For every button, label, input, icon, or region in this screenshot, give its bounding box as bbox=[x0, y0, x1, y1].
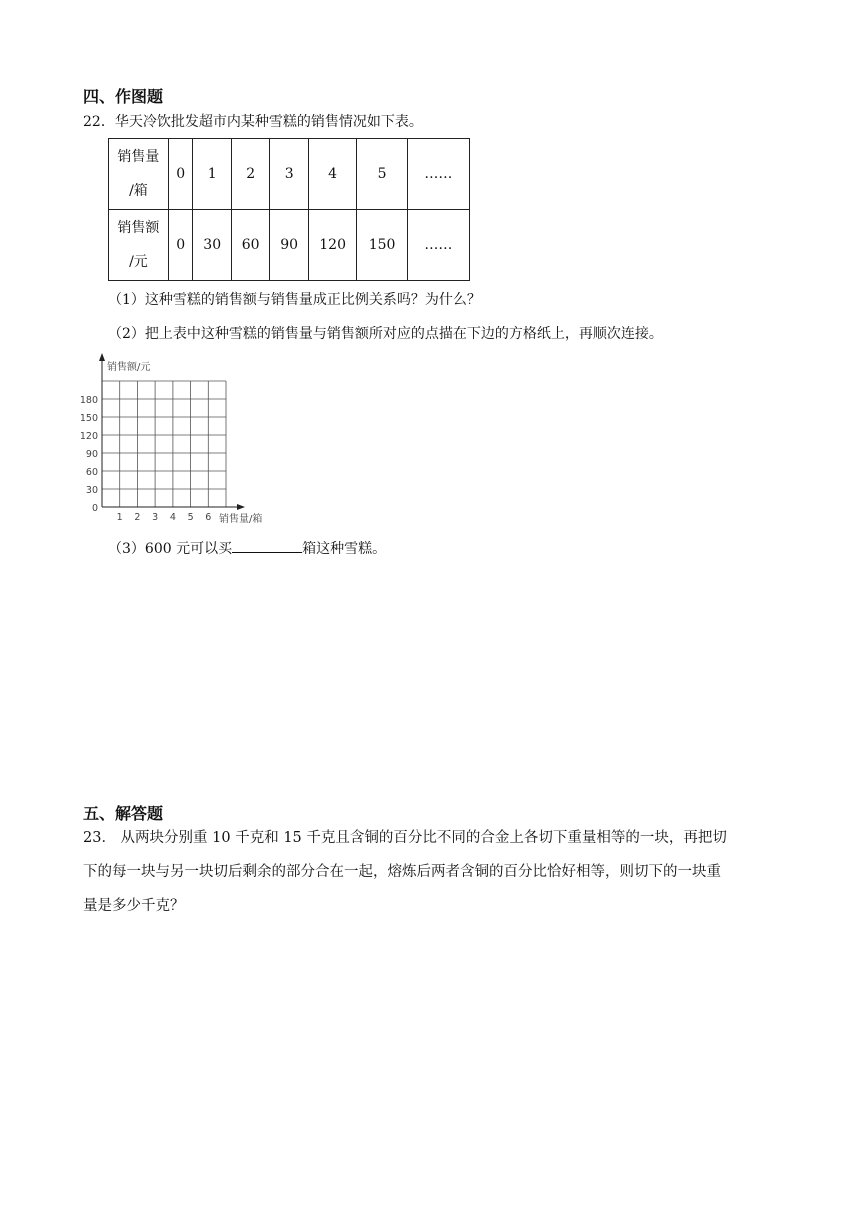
question-23 bbox=[83, 821, 803, 923]
axes bbox=[99, 353, 245, 510]
sales-table bbox=[108, 138, 470, 281]
label-line: /箱 bbox=[129, 183, 148, 199]
table-row bbox=[109, 139, 470, 210]
section-heading-4: 四、作图题 bbox=[83, 87, 164, 106]
y-tick-label: 30 bbox=[85, 485, 98, 496]
x-tick-labels bbox=[117, 512, 212, 523]
x-tick-label: 6 bbox=[205, 512, 212, 523]
table-cell: 3 bbox=[270, 139, 308, 210]
question-23-line: 量是多少千克？ bbox=[83, 898, 185, 914]
row-label-quantity bbox=[109, 139, 169, 210]
y-tick-labels bbox=[80, 395, 98, 514]
x-axis-label: 销售量/箱 bbox=[219, 514, 263, 525]
sub-question-2: （2）把上表中这种雪糕的销售量与销售额所对应的点描在下边的方格纸上，再顺次连接。 bbox=[108, 326, 663, 342]
question-22-prompt: 22．华天冷饮批发超市内某种雪糕的销售情况如下表。 bbox=[83, 114, 423, 130]
x-tick-label: 3 bbox=[152, 512, 159, 523]
section-heading-5: 五、解答题 bbox=[83, 804, 164, 823]
y-tick-label: 150 bbox=[79, 413, 98, 424]
grid-paper-graph bbox=[78, 350, 278, 530]
table-cell: 2 bbox=[231, 139, 269, 210]
question-23-line: 23． 从两块分别重 10 千克和 15 千克且含铜的百分比不同的合金上各切下重量相等的一块，再把切 bbox=[83, 830, 727, 846]
x-tick-label: 5 bbox=[187, 512, 194, 523]
table-cell: 1 bbox=[193, 139, 231, 210]
table-cell: 120 bbox=[308, 210, 356, 281]
y-tick-label: 120 bbox=[79, 431, 98, 442]
label-line: 销售额 bbox=[117, 220, 160, 236]
table-cell: 60 bbox=[231, 210, 269, 281]
table-cell: 4 bbox=[308, 139, 356, 210]
x-tick-label: 2 bbox=[134, 512, 141, 523]
sub-question-3 bbox=[108, 538, 386, 559]
row-label-revenue bbox=[109, 210, 169, 281]
table-cell: 150 bbox=[357, 210, 407, 281]
grid-lines bbox=[102, 381, 226, 507]
y-axis-label: 销售额/元 bbox=[107, 362, 151, 373]
table-cell: …… bbox=[407, 210, 469, 281]
sub-question-1: （1）这种雪糕的销售额与销售量成正比例关系吗？为什么？ bbox=[108, 292, 481, 308]
table-cell: …… bbox=[407, 139, 469, 210]
table-row bbox=[109, 210, 470, 281]
table-cell: 90 bbox=[270, 210, 308, 281]
table-cell: 0 bbox=[168, 210, 193, 281]
label-line: 销售量 bbox=[117, 149, 160, 165]
x-tick-label: 4 bbox=[169, 512, 176, 523]
table-cell: 5 bbox=[357, 139, 407, 210]
table-cell: 30 bbox=[193, 210, 231, 281]
question-23-line: 下的每一块与另一块切后剩余的部分合在一起，熔炼后两者含铜的百分比恰好相等，则切下的一块重 bbox=[83, 864, 721, 880]
answer-blank[interactable] bbox=[232, 538, 302, 553]
y-tick-label: 0 bbox=[91, 503, 98, 514]
label-line: /元 bbox=[129, 254, 148, 270]
y-tick-label: 60 bbox=[85, 467, 98, 478]
y-tick-label: 180 bbox=[79, 395, 98, 406]
sub-question-3-text-after: 箱这种雪糕。 bbox=[302, 541, 387, 557]
table-cell: 0 bbox=[168, 139, 193, 210]
y-tick-label: 90 bbox=[85, 449, 98, 460]
sub-question-3-text-before: （3）600 元可以买 bbox=[108, 541, 233, 557]
x-tick-label: 1 bbox=[116, 512, 123, 523]
